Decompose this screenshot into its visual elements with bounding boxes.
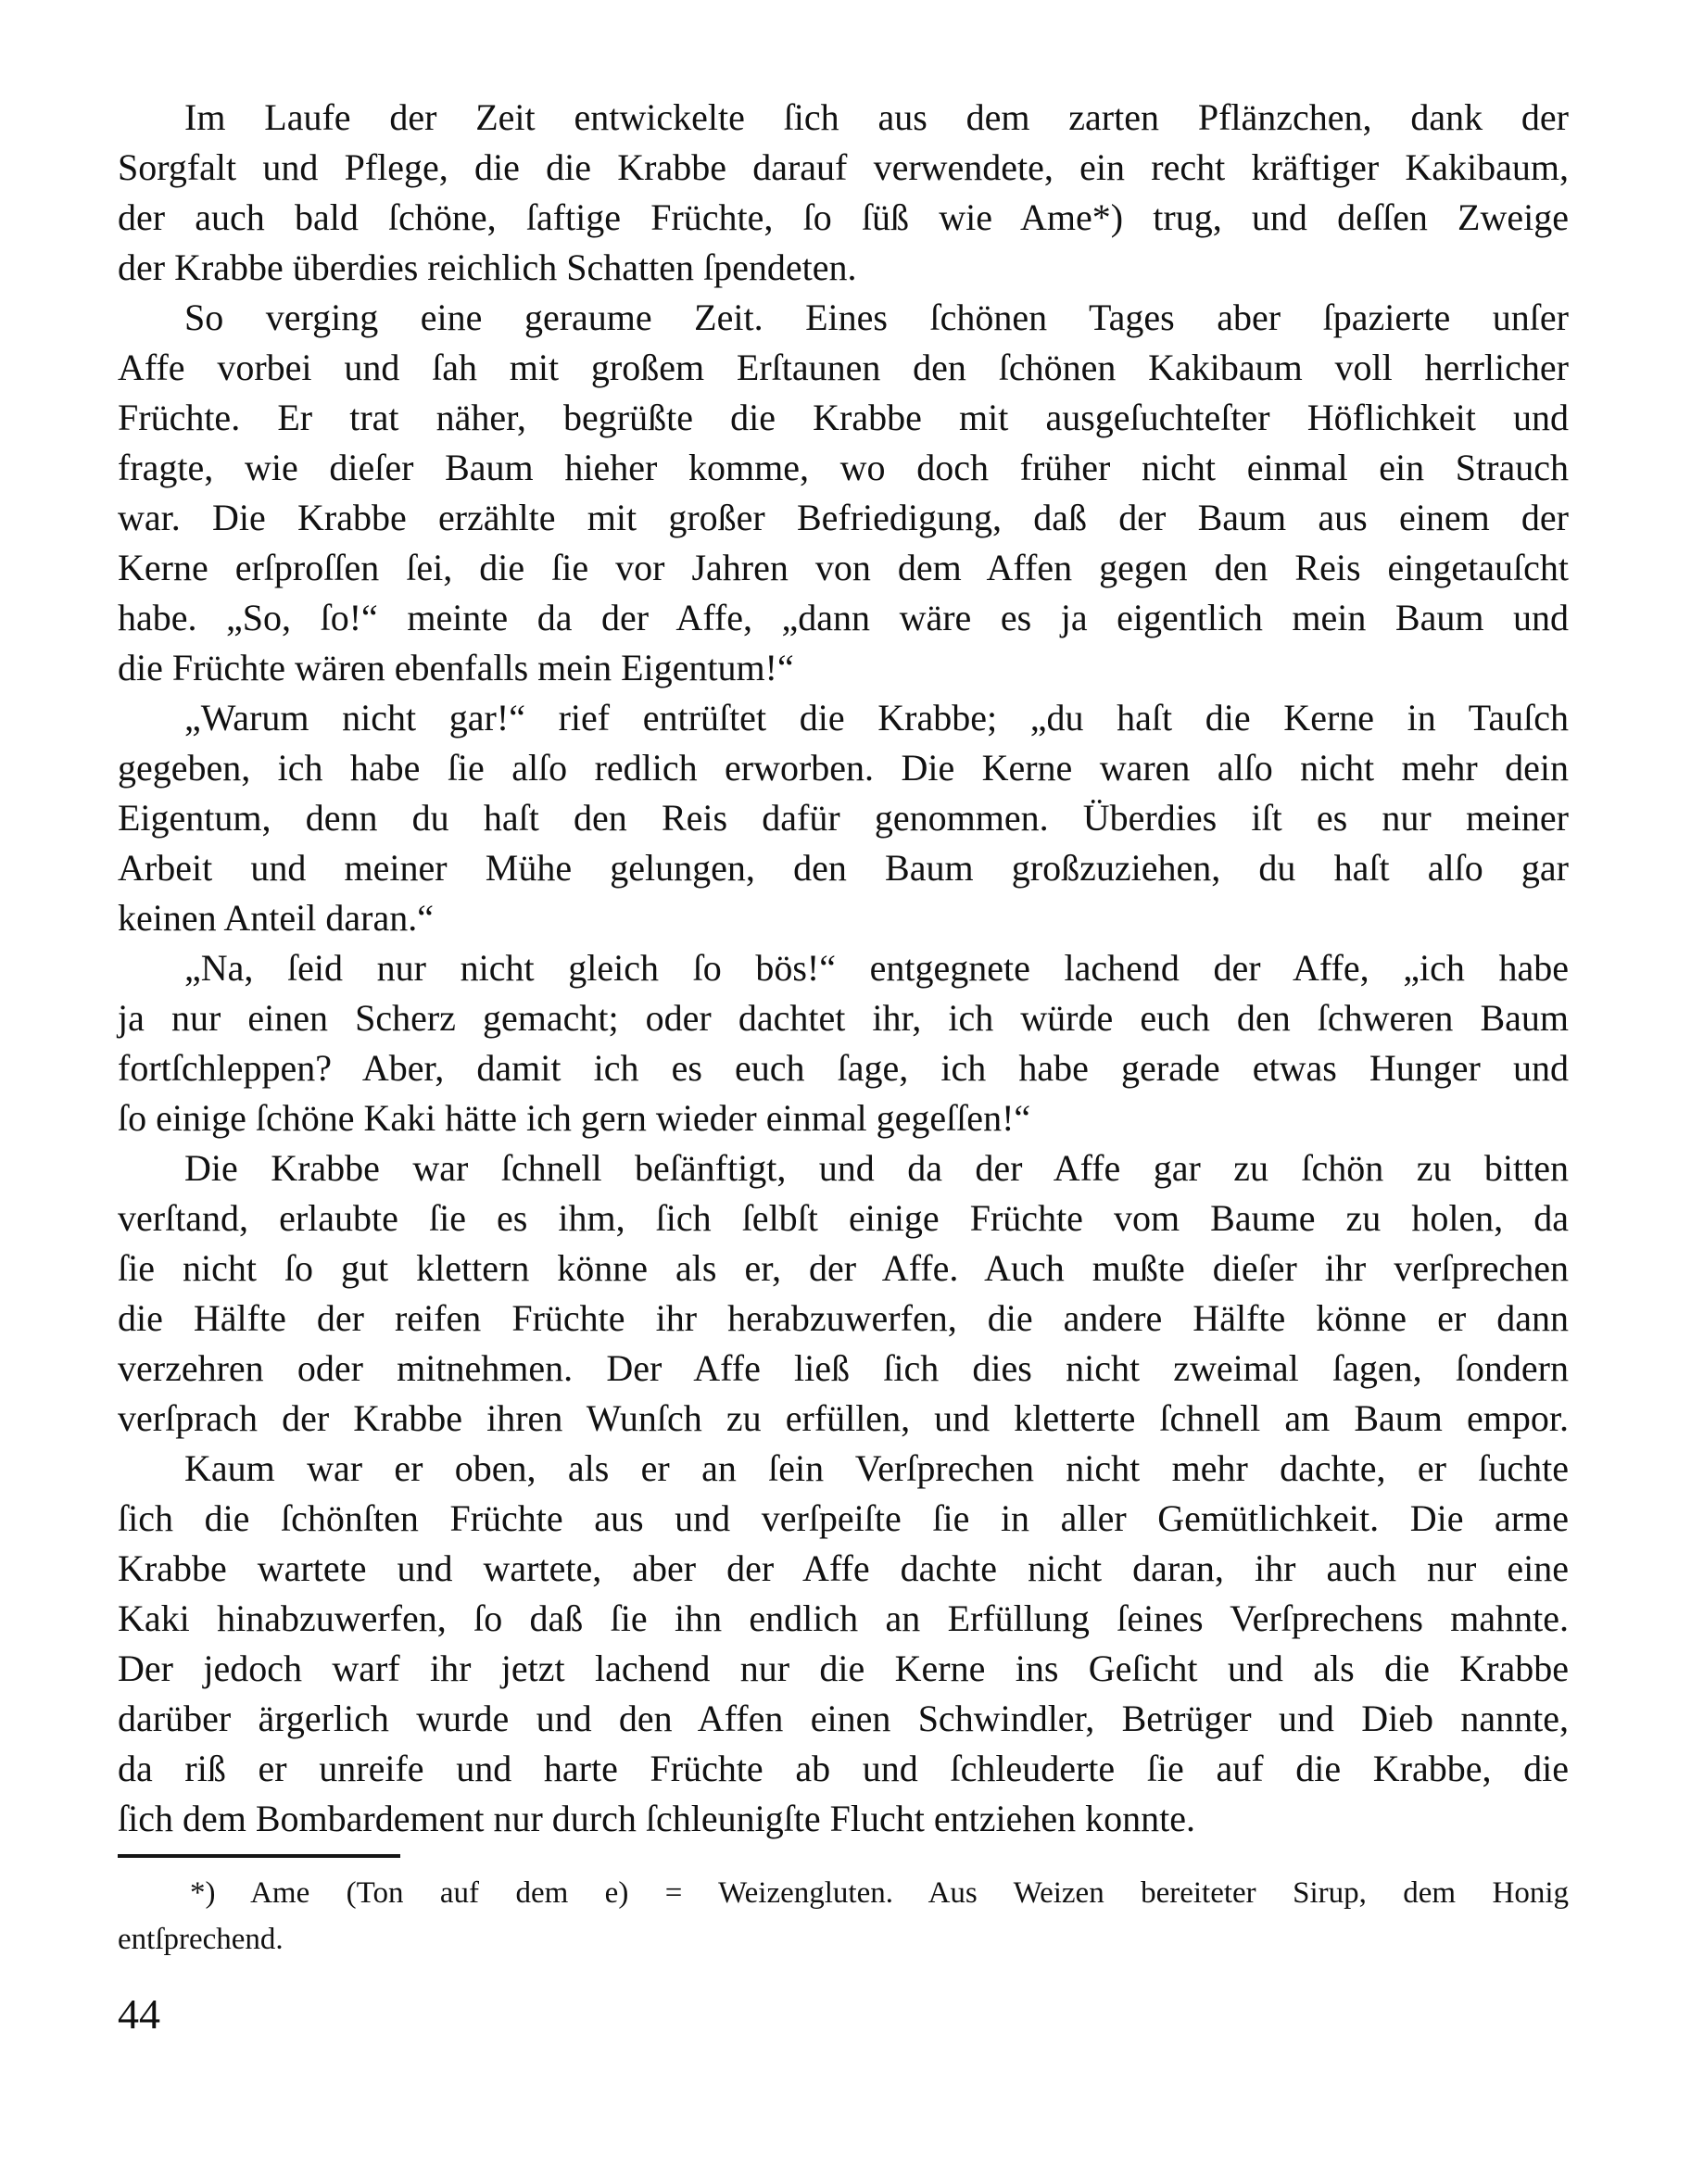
text-line: fortſchleppen? Aber, damit ich es euch ſage, ich habe gerade etwas Hunger und [118, 1047, 1569, 1089]
paragraph [118, 693, 1569, 943]
text-line: Im Laufe der Zeit entwickelte ſich aus dem zarten Pflänzchen, dank der [184, 96, 1569, 138]
text-line: verſtand, erlaubte ſie es ihm, ſich ſelbſt einige Früchte vom Baume zu holen, da [118, 1197, 1569, 1239]
footnote-separator [118, 1854, 400, 1858]
page-number: 44 [118, 1990, 160, 2038]
text-line: Eigentum, denn du haſt den Reis dafür genommen. Überdies iſt es nur meiner [118, 797, 1569, 839]
text-line: die Früchte wären ebenfalls mein Eigentum!“ [118, 647, 794, 688]
paragraph [118, 293, 1569, 693]
text-line: Kaki hinabzuwerfen, ſo daß ſie ihn endlich an Erfüllung ſeines Verſprechens mahnte. [118, 1597, 1569, 1639]
text-line: gegeben, ich habe ſie alſo redlich erworben. Die Kerne waren alſo nicht mehr dein [118, 747, 1569, 789]
story-text [118, 93, 1569, 1844]
text-line: „Na, ſeid nur nicht gleich ſo bös!“ entgegnete lachend der Affe, „ich habe [184, 947, 1569, 989]
text-line: Kaum war er oben, als er an ſein Verſprechen nicht mehr dachte, er ſuchte [184, 1447, 1569, 1489]
text-line: Der jedoch warf ihr jetzt lachend nur die Kerne ins Geſicht und als die Krabbe [118, 1647, 1569, 1689]
paragraph [118, 93, 1569, 293]
paragraph [118, 1143, 1569, 1444]
text-line: ſo einige ſchöne Kaki hätte ich gern wieder einmal gegeſſen!“ [118, 1097, 1031, 1139]
paragraph [118, 1444, 1569, 1844]
text-line: Arbeit und meiner Mühe gelungen, den Baum großzuziehen, du haſt alſo gar [118, 847, 1569, 889]
text-line: Krabbe wartete und wartete, aber der Affe dachte nicht daran, ihr auch nur eine [118, 1547, 1569, 1589]
text-line: die Hälfte der reifen Früchte ihr herabzuwerfen, die andere Hälfte könne er dann [118, 1297, 1569, 1339]
text-line: ſie nicht ſo gut klettern könne als er, der Affe. Auch mußte dieſer ihr verſprechen [118, 1247, 1569, 1289]
text-line: So verging eine geraume Zeit. Eines ſchönen Tages aber ſpazierte unſer [184, 297, 1569, 338]
text-line: Die Krabbe war ſchnell beſänftigt, und da der Affe gar zu ſchön zu bitten [184, 1147, 1569, 1189]
text-line: der auch bald ſchöne, ſaftige Früchte, ſo ſüß wie Ame*) trug, und deſſen Zweige [118, 196, 1569, 238]
text-line: verzehren oder mitnehmen. Der Affe ließ ſich dies nicht zweimal ſagen, ſondern [118, 1347, 1569, 1389]
footnote-line: entſprechend. [118, 1923, 284, 1956]
text-line: Sorgfalt und Pflege, die die Krabbe darauf verwendete, ein recht kräftiger Kakibaum, [118, 146, 1569, 188]
paragraph [118, 943, 1569, 1143]
text-line: verſprach der Krabbe ihren Wunſch zu erfüllen, und kletterte ſchnell am Baum empor. [118, 1397, 1569, 1439]
text-line: da riß er unreife und harte Früchte ab und ſchleuderte ſie auf die Krabbe, die [118, 1748, 1569, 1789]
text-line: ja nur einen Scherz gemacht; oder dachtet ihr, ich würde euch den ſchweren Baum [118, 997, 1569, 1039]
text-line: ſich dem Bombardement nur durch ſchleunigſte Flucht entziehen konnte. [118, 1798, 1196, 1839]
footnote-line: *) Ame (Ton auf dem e) = Weizengluten. Aus Weizen bereiteter Sirup, dem Honig [190, 1876, 1569, 1910]
footnote [118, 1870, 1569, 1963]
text-line: keinen Anteil daran.“ [118, 897, 434, 939]
text-line: Früchte. Er trat näher, begrüßte die Krabbe mit ausgeſuchteſter Höflichkeit und [118, 397, 1569, 438]
text-line: war. Die Krabbe erzählte mit großer Befriedigung, daß der Baum aus einem der [118, 497, 1569, 538]
text-line: Affe vorbei und ſah mit großem Erſtaunen den ſchönen Kakibaum voll herrlicher [118, 347, 1569, 388]
text-line: darüber ärgerlich wurde und den Affen einen Schwindler, Betrüger und Dieb nannte, [118, 1698, 1569, 1739]
text-line: Kerne erſproſſen ſei, die ſie vor Jahren von dem Affen gegen den Reis eingetauſcht [118, 547, 1569, 588]
text-line: „Warum nicht gar!“ rief entrüſtet die Krabbe; „du haſt die Kerne in Tauſch [184, 697, 1569, 739]
text-line: der Krabbe überdies reichlich Schatten ſpendeten. [118, 246, 857, 288]
text-line: habe. „So, ſo!“ meinte da der Affe, „dann wäre es ja eigentlich mein Baum und [118, 597, 1569, 638]
text-line: fragte, wie dieſer Baum hieher komme, wo doch früher nicht einmal ein Strauch [118, 447, 1569, 488]
text-line: ſich die ſchönſten Früchte aus und verſpeiſte ſie in aller Gemütlichkeit. Die arme [118, 1497, 1569, 1539]
